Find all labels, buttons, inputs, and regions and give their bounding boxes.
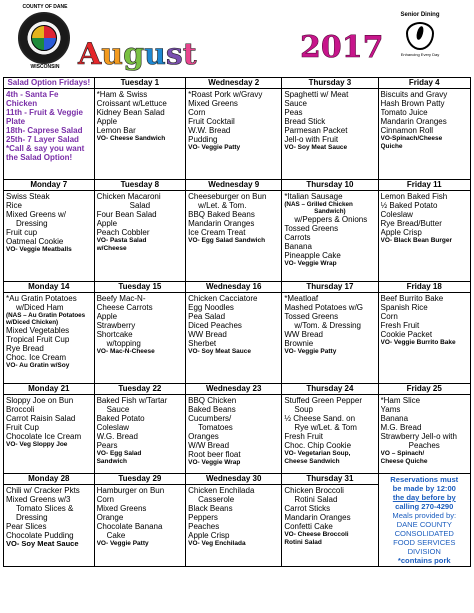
veggie-option: VO – Spinach/ xyxy=(380,450,425,457)
menu-cell xyxy=(378,293,471,384)
info-line xyxy=(381,484,469,493)
salad-header xyxy=(4,78,95,89)
menu-line: Rotini Salad xyxy=(294,495,338,505)
logo-title: Senior Dining xyxy=(400,12,440,18)
menu-line: Cheeseburger on Bun xyxy=(188,192,267,201)
month-letter: A xyxy=(78,37,102,72)
menu-line: Cucumbers/ xyxy=(188,414,232,423)
menu-line: Tossed Greens xyxy=(284,312,339,321)
info-phone: calling 270-4290 xyxy=(395,502,454,511)
menu-cell xyxy=(186,293,282,384)
day-header: Tuesday 22 xyxy=(94,384,186,395)
veggie-option: VO- Black Bean Burger xyxy=(380,237,453,244)
menu-line: Peas xyxy=(284,108,303,117)
menu-line: Mandarin Oranges xyxy=(380,117,447,126)
menu-line: Mixed Greens xyxy=(188,99,238,108)
menu-cell xyxy=(94,485,186,567)
menu-line: the Salad Option! xyxy=(6,153,73,162)
info-line: CONSOLIDATED xyxy=(394,529,454,538)
veggie-option: w/Cheese xyxy=(96,245,127,252)
menu-line: Chicken Broccoli xyxy=(284,486,344,496)
menu-line: Carrot Sticks xyxy=(284,504,331,514)
menu-line: Rye Bread/Butter xyxy=(380,219,442,228)
menu-line: *Call & say you want xyxy=(6,144,85,153)
veggie-option: VO- Veg Enchilada xyxy=(188,540,246,548)
menu-line: Apple Crisp xyxy=(380,228,422,237)
info-line: FOOD SERVICES xyxy=(393,538,456,547)
menu-cell xyxy=(378,89,471,180)
menu-line: Fresh Fruit xyxy=(284,432,323,441)
menu-cell xyxy=(186,395,282,474)
menu-line: Mandarin Oranges xyxy=(284,513,351,523)
menu-line: Choc. Chip Cookie xyxy=(284,441,352,450)
menu-line: Mixed Greens xyxy=(96,504,147,514)
menu-line: Salad xyxy=(129,201,151,210)
veggie-option: VO- Veggie Patty xyxy=(96,540,149,548)
day-header: Monday 28 xyxy=(4,474,95,485)
menu-line: Apple xyxy=(96,117,118,126)
menu-cell xyxy=(282,89,378,180)
menu-line: Parmesan Packet xyxy=(284,126,348,135)
month-title xyxy=(78,24,197,70)
veggie-option: VO- Veg Sloppy Joe xyxy=(6,441,68,448)
menu-line: Apple xyxy=(96,312,118,321)
menu-line: Oatmeal Cookie xyxy=(6,237,64,246)
veggie-option: VO- Soy Meat Sauce xyxy=(284,144,348,151)
menu-line: Cake xyxy=(106,531,126,541)
menu-line: w/topping xyxy=(106,339,141,348)
menu-line: Cinnamon Roll xyxy=(380,126,433,135)
veggie-option: VO- Veggie Burrito Bake xyxy=(380,339,456,346)
menu-line: Choc. Ice Cream xyxy=(6,353,67,362)
menu-line: Mixed Greens w/3 xyxy=(6,495,71,505)
menu-line: Lemon Bar xyxy=(96,126,136,135)
menu-line: WW Bread xyxy=(284,330,323,339)
menu-line: Corn xyxy=(188,108,206,117)
menu-line: w/Diced Ham xyxy=(16,303,64,312)
day-header: Thursday 24 xyxy=(282,384,378,395)
menu-cell xyxy=(4,485,95,567)
menu-line: BBQ Baked Beans xyxy=(188,210,255,219)
menu-line: Pears xyxy=(96,441,118,450)
menu-line: Chocolate Banana xyxy=(96,522,163,532)
menu-line: Peaches xyxy=(188,522,220,532)
menu-line: Tomato Slices & xyxy=(16,504,74,514)
menu-cell xyxy=(282,485,378,567)
menu-line: Beefy Mac-N- xyxy=(96,294,146,303)
veggie-option: Sandwich xyxy=(96,458,127,465)
day-header: Wednesday 9 xyxy=(186,180,282,191)
menu-line: w/Tom. & Dressing xyxy=(294,321,361,330)
info-line-text: be made by 12:00 xyxy=(392,484,456,493)
day-header: Wednesday 16 xyxy=(186,282,282,293)
veggie-option: VO- Egg Salad xyxy=(96,450,142,457)
veggie-option: VO-Spinach/Cheese xyxy=(380,135,443,142)
menu-line: Apple xyxy=(96,219,118,228)
day-header: Tuesday 15 xyxy=(94,282,186,293)
veggie-option: VO- Veggie Patty xyxy=(284,348,337,355)
menu-line: Fresh Fruit xyxy=(380,321,420,330)
menu-line: Sauce xyxy=(106,405,130,414)
veggie-option: VO- Egg Salad Sandwich xyxy=(188,237,266,244)
menu-line: Rice xyxy=(6,201,23,210)
menu-line: W/W Bread xyxy=(188,441,230,450)
menu-line: *Ham Slice xyxy=(380,396,421,405)
menu-line: w/Diced Chicken) xyxy=(6,319,59,326)
menu-line: Strawberry xyxy=(96,321,136,330)
menu-cell xyxy=(282,395,378,474)
menu-line: Fruit Cup xyxy=(6,423,39,432)
menu-line: Shortcake xyxy=(96,330,133,339)
menu-line: Lemon Baked Fish xyxy=(380,192,448,201)
menu-line: Baked Fish w/Tartar xyxy=(96,396,168,405)
veggie-option: Quiche xyxy=(380,143,403,150)
menu-line: Plate xyxy=(6,117,26,126)
day-header: Thursday 3 xyxy=(282,78,378,89)
menu-cell xyxy=(186,485,282,567)
day-header: Friday 18 xyxy=(378,282,471,293)
veggie-option: VO- Veggie Meatballs xyxy=(6,246,72,253)
menu-line: Strawberry Jell-o with xyxy=(380,432,457,441)
veggie-option: VO- Au Gratin w/Soy xyxy=(6,362,70,369)
menu-line: *Meatloaf xyxy=(284,294,319,303)
menu-cell xyxy=(186,191,282,282)
menu-line: Stuffed Green Pepper xyxy=(284,396,362,405)
menu-line: Dressing xyxy=(16,513,48,523)
day-header: Wednesday 2 xyxy=(186,78,282,89)
day-header: Friday 25 xyxy=(378,384,471,395)
day-header: Monday 21 xyxy=(4,384,95,395)
menu-line: (NAS – Grilled Chicken xyxy=(284,201,353,208)
menu-line: Confetti Cake xyxy=(284,522,333,532)
menu-line: Chocolate Ice Cream xyxy=(6,432,82,441)
day-header: Friday 4 xyxy=(378,78,471,89)
day-header: Friday 11 xyxy=(378,180,471,191)
menu-line: M.G. Bread xyxy=(380,423,422,432)
menu-line: Tomato Juice xyxy=(380,108,428,117)
veggie-option: VO- Veggie Wrap xyxy=(188,459,241,466)
menu-line: Peppers xyxy=(188,513,218,523)
menu-line: Dressing xyxy=(16,219,48,228)
menu-cell xyxy=(94,89,186,180)
menu-line: Orange xyxy=(96,513,124,523)
menu-line: Oranges xyxy=(188,432,219,441)
menu-line: Sauce xyxy=(284,99,307,108)
menu-cell xyxy=(4,395,95,474)
veggie-option: VO- Cheese Sandwich xyxy=(96,135,166,142)
info-line: *contains pork xyxy=(397,556,451,565)
menu-line: Chicken xyxy=(6,99,38,108)
menu-cell xyxy=(4,293,95,384)
menu-line: Hamburger on Bun xyxy=(96,486,165,496)
day-header: Monday 14 xyxy=(4,282,95,293)
menu-line: Mandarin Oranges xyxy=(188,219,255,228)
menu-cell xyxy=(94,293,186,384)
menu-line: Chocolate Pudding xyxy=(6,531,74,541)
veggie-option: VO- Veggie Patty xyxy=(188,144,241,151)
menu-line: Pineapple Cake xyxy=(284,251,341,260)
month-letter: s xyxy=(165,37,183,72)
menu-cell xyxy=(282,191,378,282)
day-header: Thursday 31 xyxy=(282,474,378,485)
menu-line: *Roast Pork w/Gravy xyxy=(188,90,263,99)
menu-line: w/Peppers & Onions xyxy=(294,215,368,224)
menu-line: Jell-o with Fruit xyxy=(284,135,339,144)
info-line: the day before by xyxy=(392,493,456,502)
menu-line: Apple Crisp xyxy=(188,531,230,541)
senior-dining-logo xyxy=(392,12,448,76)
menu-line: *Au Gratin Potatoes xyxy=(6,294,77,303)
menu-line: Fruit cup xyxy=(6,228,38,237)
menu-line: Brownie xyxy=(284,339,314,348)
menu-line: w/Let. & Tom. xyxy=(198,201,247,210)
menu-line: Sherbet xyxy=(188,339,217,348)
menu-cell xyxy=(94,191,186,282)
menu-line: ½ Baked Potato xyxy=(380,201,438,210)
menu-line: Banana xyxy=(380,414,409,423)
day-header: Tuesday 8 xyxy=(94,180,186,191)
menu-line: Casserole xyxy=(198,495,235,505)
menu-line: Mixed Greens w/ xyxy=(6,210,67,219)
day-header: Monday 7 xyxy=(4,180,95,191)
menu-line: Baked Potato xyxy=(96,414,145,423)
menu-line: Coleslaw xyxy=(380,210,413,219)
menu-line: Carrot Raisin Salad xyxy=(6,414,76,423)
menu-line: Black Beans xyxy=(188,504,233,514)
menu-line: Kidney Bean Salad xyxy=(96,108,165,117)
menu-line: Peach Cobbler xyxy=(96,228,150,237)
menu-line: Spaghetti w/ Meat xyxy=(284,90,349,99)
seal-text-top: COUNTY OF DANE xyxy=(22,4,68,10)
menu-line: Chicken Enchilada xyxy=(188,486,255,496)
salad-header-text: Salad Option Fridays! xyxy=(7,78,91,87)
menu-line: Swiss Steak xyxy=(6,192,50,201)
menu-line: Corn xyxy=(96,495,114,505)
seal-text-bottom: WISCONSIN xyxy=(30,64,60,70)
menu-line: (NAS – Au Gratin Potatoes xyxy=(6,312,86,319)
menu-line: W.G. Bread xyxy=(96,432,138,441)
page-header xyxy=(0,0,474,78)
menu-cell xyxy=(186,89,282,180)
menu-cell xyxy=(282,293,378,384)
menu-line: Biscuits and Gravy xyxy=(380,90,448,99)
menu-line: Banana xyxy=(284,242,312,251)
apple-logo-icon xyxy=(406,22,434,50)
menu-line: Baked Beans xyxy=(188,405,236,414)
month-letter: u xyxy=(144,37,166,72)
veggie-option: VO- Cheese Broccoli xyxy=(284,531,349,539)
menu-line: Bread Stick xyxy=(284,117,326,126)
menu-cell xyxy=(4,191,95,282)
veggie-option: Rotini Salad xyxy=(284,539,322,547)
menu-line: Beef Burrito Bake xyxy=(380,294,444,303)
menu-line: Mashed Potatoes w/G xyxy=(284,303,364,312)
menu-line: BBQ Chicken xyxy=(188,396,237,405)
menu-line: 18th- Caprese Salad xyxy=(6,126,83,135)
menu-line: Corn xyxy=(380,312,398,321)
day-header: Thursday 17 xyxy=(282,282,378,293)
info-line: Reservations must xyxy=(390,475,459,484)
menu-line: Broccoli xyxy=(6,405,35,414)
menu-line: Root beer float xyxy=(188,450,241,459)
menu-line: Cheese Carrots xyxy=(96,303,153,312)
day-header: Wednesday 30 xyxy=(186,474,282,485)
veggie-option: VO- Soy Meat Sauce xyxy=(188,348,251,355)
info-line: DANE COUNTY xyxy=(396,520,452,529)
menu-line: Chicken Macaroni xyxy=(96,192,161,201)
veggie-option: Cheese Quiche xyxy=(380,458,428,465)
reservation-info xyxy=(378,474,471,567)
menu-line: W.W. Bread xyxy=(188,126,231,135)
menu-cell xyxy=(378,395,471,474)
menu-line: Egg Noodles xyxy=(188,303,234,312)
day-header: Wednesday 23 xyxy=(186,384,282,395)
year-title: 2017 xyxy=(300,30,384,65)
menu-line: Rye w/Let. & Tom xyxy=(294,423,357,432)
menu-line: Diced Peaches xyxy=(188,321,242,330)
menu-line: Tomatoes xyxy=(198,423,233,432)
county-seal-icon xyxy=(18,12,70,64)
menu-line: Cookie Packet xyxy=(380,330,433,339)
menu-calendar xyxy=(3,77,471,567)
veggie-option: VO- Vegetarian Soup, xyxy=(284,450,351,457)
menu-line: *Ham & Swiss xyxy=(96,90,148,99)
menu-line: Pudding xyxy=(188,135,218,144)
veggie-option: VO- Mac-N-Cheese xyxy=(96,348,155,355)
month-letter: u xyxy=(101,37,124,72)
menu-line: 11th - Fruit & Veggie xyxy=(6,108,83,117)
menu-line: Carrots xyxy=(284,233,311,242)
menu-line: Chili w/ Cracker Pkts xyxy=(6,486,80,496)
menu-line: Pea Salad xyxy=(188,312,226,321)
menu-line: Yams xyxy=(380,405,401,414)
menu-line: Tropical Fruit Cup xyxy=(6,335,70,344)
veggie-option: VO- Veggie Wrap xyxy=(284,260,337,267)
veggie-option: Cheese Sandwich xyxy=(284,458,340,465)
menu-line: 4th - Santa Fe xyxy=(6,90,59,99)
day-header: Tuesday 1 xyxy=(94,78,186,89)
day-header: Tuesday 29 xyxy=(94,474,186,485)
day-header: Thursday 10 xyxy=(282,180,378,191)
menu-line: Croissant w/Lettuce xyxy=(96,99,167,108)
menu-line: ½ Cheese Sand. on xyxy=(284,414,356,423)
menu-line: Peaches xyxy=(408,441,440,450)
month-letter: t xyxy=(182,37,197,72)
menu-line: Ice Cream Treat xyxy=(188,228,246,237)
menu-line: WW Bread xyxy=(188,330,227,339)
veggie-option: VO- Pasta Salad xyxy=(96,237,147,244)
menu-line: Mixed Vegetables xyxy=(6,326,70,335)
menu-line: Rye Bread xyxy=(6,344,44,353)
menu-line: Chicken Cacciatore xyxy=(188,294,258,303)
menu-line: Pear Slices xyxy=(6,522,47,532)
logo-subtitle: Enhancing Every Day xyxy=(400,52,440,57)
menu-line: Coleslaw xyxy=(96,423,130,432)
menu-line: Sloppy Joe on Bun xyxy=(6,396,74,405)
month-letter: g xyxy=(123,37,145,72)
menu-line: Sandwich) xyxy=(314,208,346,215)
menu-line: Fruit Cocktail xyxy=(188,117,235,126)
menu-line: Four Bean Salad xyxy=(96,210,157,219)
menu-cell xyxy=(94,395,186,474)
info-line: DIVISION xyxy=(407,547,441,556)
menu-line: 25th- 7 Layer Salad xyxy=(6,135,79,144)
menu-line: *Italian Sausage xyxy=(284,192,343,201)
menu-line: Tossed Greens xyxy=(284,224,339,233)
info-line: Meals provided by: xyxy=(392,511,457,520)
menu-line: Soup xyxy=(294,405,313,414)
menu-line: Hash Brown Patty xyxy=(380,99,445,108)
menu-line: Spanish Rice xyxy=(380,303,428,312)
veggie-option: VO- Soy Meat Sauce xyxy=(6,540,79,549)
salad-option-cell xyxy=(4,89,95,180)
menu-cell xyxy=(378,191,471,282)
